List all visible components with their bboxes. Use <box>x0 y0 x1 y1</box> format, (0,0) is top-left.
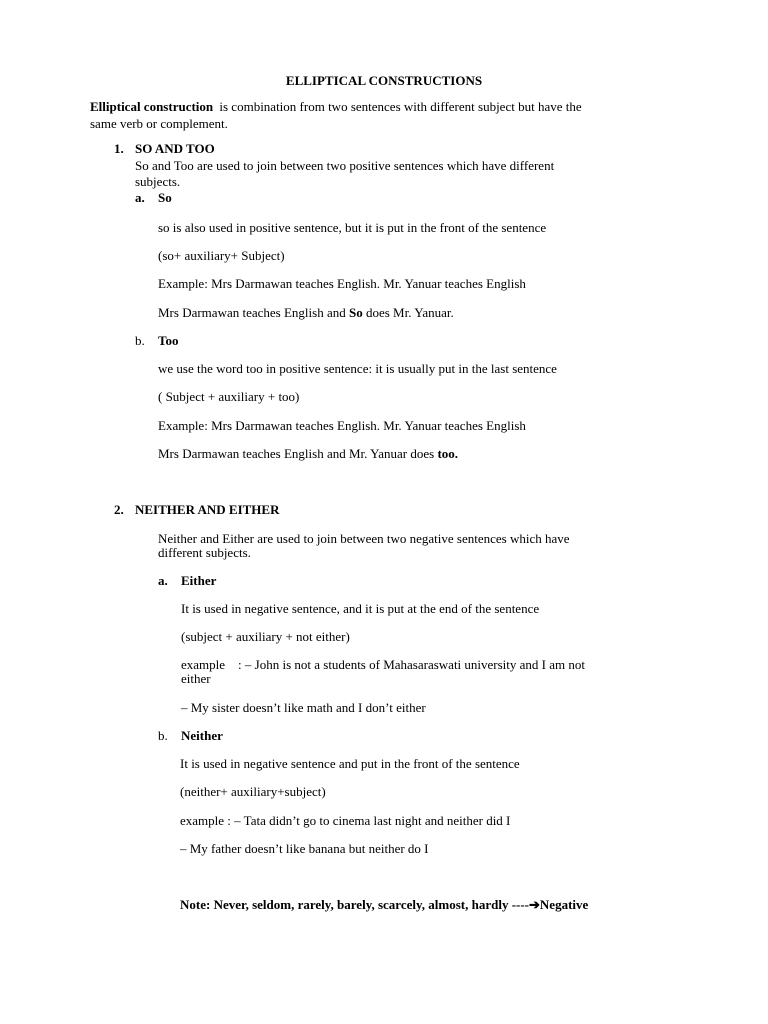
note-result: Negative <box>539 897 589 912</box>
intro-line-1 <box>90 99 677 114</box>
section1-desc-line1: So and Too are used to join between two positive sentences which have different <box>135 158 555 173</box>
section2-b-pattern: (neither+ auxiliary+subject) <box>180 784 326 799</box>
section1-a-result-bold: So <box>348 305 363 320</box>
section1-a-rule: so is also used in positive sentence, but it is put in the front of the sentence <box>158 220 547 235</box>
intro-text: is combination from two sentences with different subject but have the <box>219 99 582 114</box>
section1-b-result-bold: too. <box>437 446 459 461</box>
section1-a-example: Example: Mrs Darmawan teaches English. Mr. Yanuar teaches English <box>158 276 526 291</box>
note <box>180 897 588 912</box>
section1-b-rule: we use the word too in positive sentence: it is usually put in the last sentence <box>158 361 557 376</box>
section2-heading: NEITHER AND EITHER <box>135 502 280 517</box>
section2-a-example-line1: example : – John is not a students of Mahasaraswati university and I am not <box>181 657 586 672</box>
section1-a-pattern: (so+ auxiliary+ Subject) <box>158 248 285 263</box>
section2-a-example2: – My sister doesn’t like math and I don’t either <box>181 700 426 715</box>
section1-a-result-pre: Mrs Darmawan teaches English and <box>158 305 349 320</box>
section2-b-example2: – My father doesn’t like banana but neither do I <box>180 841 429 856</box>
section1-a-letter: a. <box>135 190 145 205</box>
section1-b-heading: Too <box>158 333 179 348</box>
intro-term: Elliptical construction <box>90 99 214 114</box>
section1-b-result <box>158 446 458 461</box>
section2-b-letter: b. <box>158 728 168 743</box>
section1-desc-line2: subjects. <box>135 174 181 189</box>
section2-b-example: example : – Tata didn’t go to cinema last night and neither did I <box>180 813 511 828</box>
section2-desc-line1: Neither and Either are used to join between two negative sentences which have <box>158 531 570 546</box>
section1-a-heading: So <box>158 190 172 205</box>
section1-b-pattern: ( Subject + auxiliary + too) <box>158 389 300 404</box>
section1-heading: SO AND TOO <box>135 141 215 156</box>
section2-b-rule: It is used in negative sentence and put in the front of the sentence <box>180 756 520 771</box>
section2-b-heading: Neither <box>181 728 223 743</box>
section2-a-pattern: (subject + auxiliary + not either) <box>181 629 350 644</box>
section2-a-rule: It is used in negative sentence, and it is put at the end of the sentence <box>181 601 540 616</box>
note-text: Note: Never, seldom, rarely, barely, scarcely, almost, hardly ---- <box>180 897 530 912</box>
section1-b-letter: b. <box>135 333 145 348</box>
section1-b-result-pre: Mrs Darmawan teaches English and Mr. Yanuar does <box>158 446 438 461</box>
section1-a-result <box>158 305 454 320</box>
section2-a-heading: Either <box>181 573 217 588</box>
section1-a-result-post: does Mr. Yanuar. <box>362 305 454 320</box>
section2-a-letter: a. <box>158 573 168 588</box>
page-title: ELLIPTICAL CONSTRUCTIONS <box>285 73 483 88</box>
section1-b-example: Example: Mrs Darmawan teaches English. Mr. Yanuar teaches English <box>158 418 526 433</box>
section2-number: 2. <box>114 502 124 517</box>
intro-line-2: same verb or complement. <box>90 116 228 131</box>
arrow-right-icon: ➔ <box>529 897 540 912</box>
section2-a-example-line2: either <box>181 671 211 686</box>
section2-desc-line2: different subjects. <box>158 545 251 560</box>
section1-number: 1. <box>114 141 124 156</box>
